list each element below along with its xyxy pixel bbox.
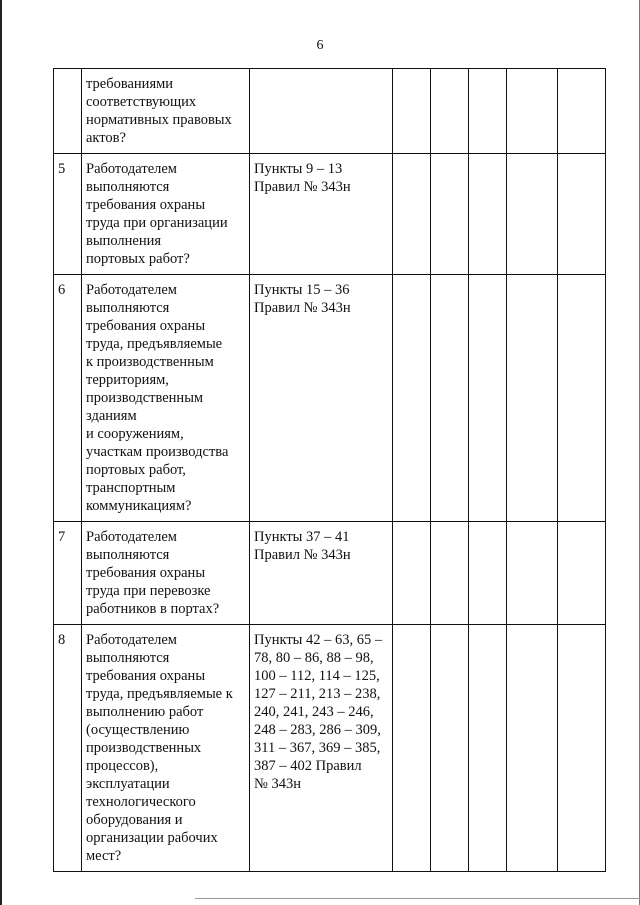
question-text-line: Работодателем: [86, 632, 177, 648]
question-text-line: производственным: [86, 390, 204, 406]
answer-cell: [507, 69, 558, 154]
reference-text-line: Пункты 15 – 36: [254, 282, 350, 298]
question-cell: [82, 522, 250, 625]
question-text-line: требованиями: [86, 76, 174, 92]
question-text-line: выполнения: [86, 233, 162, 249]
reference-text-line: 387 – 402 Правил: [254, 758, 362, 774]
answer-cell: [393, 275, 431, 522]
question-text-line: выполняются: [86, 179, 170, 195]
answer-cell: [431, 69, 469, 154]
question-text-line: требования охраны: [86, 668, 206, 684]
reference-text-line: Пункты 42 – 63, 65 –: [254, 632, 383, 648]
row-number-cell: [54, 275, 82, 522]
question-text-line: Работодателем: [86, 529, 177, 545]
question-text-line: мест?: [86, 848, 122, 864]
row-number: 5: [58, 161, 66, 177]
question-text-line: портовых работ?: [86, 251, 190, 267]
row-number-cell: [54, 522, 82, 625]
page-number: 6: [316, 38, 324, 53]
reference-cell: [250, 275, 393, 522]
reference-text-line: Правил № 343н: [254, 300, 351, 316]
scan-bottom-line: [195, 898, 640, 899]
question-cell: [82, 154, 250, 275]
reference-text-line: Пункты 9 – 13: [254, 161, 343, 177]
question-cell: [82, 625, 250, 872]
answer-cell: [393, 69, 431, 154]
row-number-cell: [54, 69, 82, 154]
question-text-line: актов?: [86, 130, 126, 146]
question-text-line: процессов),: [86, 758, 159, 774]
question-text-line: зданиям: [86, 408, 137, 424]
table-row: [54, 275, 606, 522]
answer-cell: [469, 522, 507, 625]
checklist-table-body: [54, 69, 606, 872]
scan-left-edge: [0, 0, 2, 905]
question-text-line: труда при перевозке: [86, 583, 211, 599]
question-text-line: требования охраны: [86, 197, 206, 213]
question-text-line: выполняются: [86, 650, 170, 666]
question-text-line: производственных: [86, 740, 202, 756]
answer-cell: [431, 625, 469, 872]
reference-text-line: 240, 241, 243 – 246,: [254, 704, 374, 720]
row-number: 8: [58, 632, 66, 648]
answer-cell: [469, 154, 507, 275]
reference-text-line: Правил № 343н: [254, 179, 351, 195]
row-number-cell: [54, 154, 82, 275]
reference-cell: [250, 625, 393, 872]
answer-cell: [431, 154, 469, 275]
table-row: [54, 154, 606, 275]
question-text-line: к производственным: [86, 354, 214, 370]
question-text-line: территориям,: [86, 372, 169, 388]
question-text-line: эксплуатации: [86, 776, 170, 792]
question-text-line: труда, предъявляемые: [86, 336, 223, 352]
row-number-cell: [54, 625, 82, 872]
question-cell: [82, 275, 250, 522]
question-text-line: выполняются: [86, 547, 170, 563]
answer-cell: [393, 154, 431, 275]
question-text-line: требования охраны: [86, 565, 206, 581]
answer-cell: [558, 522, 606, 625]
question-text-line: коммуникациям?: [86, 498, 192, 514]
answer-cell: [507, 522, 558, 625]
question-text-line: технологического: [86, 794, 196, 810]
answer-cell: [558, 154, 606, 275]
answer-cell: [469, 625, 507, 872]
reference-text-line: 78, 80 – 86, 88 – 98,: [254, 650, 374, 666]
question-text-line: Работодателем: [86, 161, 177, 177]
answer-cell: [431, 522, 469, 625]
question-text-line: работников в портах?: [86, 601, 220, 617]
answer-cell: [393, 522, 431, 625]
reference-cell: [250, 154, 393, 275]
answer-cell: [393, 625, 431, 872]
checklist-table: [53, 68, 606, 872]
question-text-line: транспортным: [86, 480, 176, 496]
row-number: 7: [58, 529, 66, 545]
answer-cell: [469, 275, 507, 522]
table-row: [54, 69, 606, 154]
question-text-line: и сооружениям,: [86, 426, 184, 442]
question-text-line: участкам производства: [86, 444, 229, 460]
question-text-line: оборудования и: [86, 812, 183, 828]
answer-cell: [507, 275, 558, 522]
question-text-line: выполнению работ: [86, 704, 204, 720]
question-text-line: Работодателем: [86, 282, 177, 298]
reference-text-line: № 343н: [254, 776, 301, 792]
reference-text-line: 127 – 211, 213 – 238,: [254, 686, 381, 702]
answer-cell: [558, 275, 606, 522]
reference-text-line: Пункты 37 – 41: [254, 529, 350, 545]
question-text-line: требования охраны: [86, 318, 206, 334]
answer-cell: [507, 154, 558, 275]
question-text-line: (осуществлению: [86, 722, 190, 738]
question-text-line: нормативных правовых: [86, 112, 232, 128]
question-text-line: соответствующих: [86, 94, 197, 110]
question-text-line: труда, предъявляемые к: [86, 686, 233, 702]
answer-cell: [558, 625, 606, 872]
reference-text-line: 311 – 367, 369 – 385,: [254, 740, 381, 756]
question-text-line: труда при организации: [86, 215, 228, 231]
table-row: [54, 625, 606, 872]
answer-cell: [507, 625, 558, 872]
row-number: 6: [58, 282, 66, 298]
reference-cell: [250, 522, 393, 625]
question-text-line: организации рабочих: [86, 830, 218, 846]
table-row: [54, 522, 606, 625]
reference-text-line: 100 – 112, 114 – 125,: [254, 668, 380, 684]
question-text-line: портовых работ,: [86, 462, 186, 478]
question-cell: [82, 69, 250, 154]
answer-cell: [431, 275, 469, 522]
reference-text-line: 248 – 283, 286 – 309,: [254, 722, 381, 738]
answer-cell: [469, 69, 507, 154]
reference-text-line: Правил № 343н: [254, 547, 351, 563]
question-text-line: выполняются: [86, 300, 170, 316]
answer-cell: [558, 69, 606, 154]
reference-cell: [250, 69, 393, 154]
